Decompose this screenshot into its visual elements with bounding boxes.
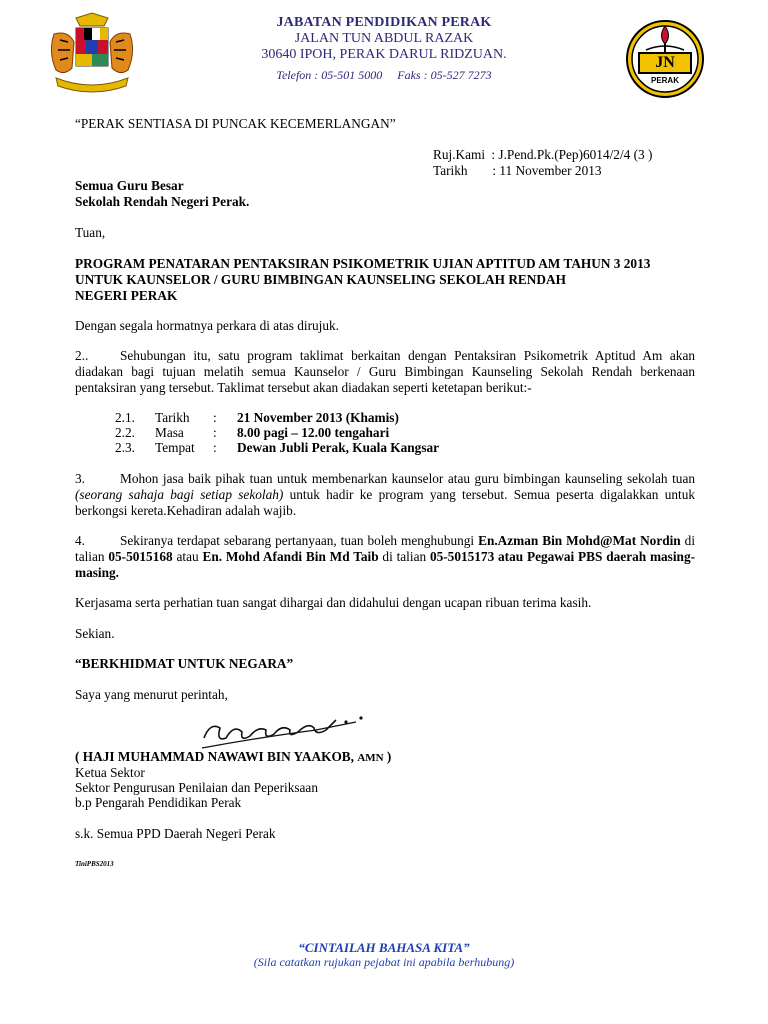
department-name: JABATAN PENDIDIKAN PERAK (276, 15, 492, 30)
paragraph-4-text-3: atau (176, 549, 199, 564)
detail-number: 2.1. (115, 410, 135, 425)
subject-line-3: NEGERI PERAK (75, 288, 178, 303)
contact-numbers: Telefon : 05-501 5000 Faks : 05-527 7273 (276, 68, 492, 82)
reference-block (433, 147, 652, 179)
detail-label: Tempat (155, 440, 195, 455)
detail-colon: : (213, 440, 217, 455)
street-address: JALAN TUN ABDUL RAZAK (294, 31, 474, 46)
subject-line-1: PROGRAM PENATARAN PENTAKSIRAN PSIKOMETRIK UJIAN APTITUD AM TAHUN 3 2013 (75, 256, 651, 271)
paragraph-2 (75, 348, 695, 396)
paragraph-2-number: 2.. (75, 348, 89, 363)
detail-number: 2.3. (115, 440, 135, 455)
paragraph-4-text-4: di talian (382, 549, 427, 564)
date-value: : 11 November 2013 (492, 163, 602, 178)
signatory-title-3: b.p Pengarah Pendidikan Perak (75, 795, 242, 810)
motto-top: “PERAK SENTIASA DI PUNCAK KECEMERLANGAN” (75, 116, 396, 131)
motto-bottom: “BERKHIDMAT UNTUK NEGARA” (75, 656, 294, 671)
detail-value: 8.00 pagi – 12.00 tengahari (237, 425, 390, 440)
paragraph-3 (75, 471, 695, 519)
paragraph-5: Kerjasama serta perhatian tuan sangat dihargai dan didahului dengan ucapan ribuan terima kasih. (75, 595, 592, 610)
paragraph-4-text-2: di talian (75, 533, 696, 564)
salutation: Tuan, (75, 225, 106, 240)
ruj-value: : J.Pend.Pk.(Pep)6014/2/4 (3 ) (491, 147, 653, 162)
signatory-title-1: Ketua Sektor (75, 765, 145, 780)
recipient-line-1: Semua Guru Besar (75, 178, 184, 193)
jpn-logo-text: PERAK (650, 76, 679, 85)
contact-name-2: En. Mohd Afandi Bin Md Taib (202, 549, 379, 564)
jpn-logo-monogram: JN (655, 54, 675, 71)
contact-phone-2: 05-5015173 atau Pegawai PBS daerah masing-masing. (75, 549, 696, 580)
file-code: TiniPBS2013 (75, 860, 114, 868)
detail-label: Tarikh (155, 410, 190, 425)
closing: Sekian. (75, 626, 115, 641)
footer-note: (Sila catatkan rujukan pejabat ini apabila berhubung) (253, 955, 515, 969)
handwritten-signature (196, 708, 376, 754)
detail-number: 2.2. (115, 425, 135, 440)
paragraph-3-number: 3. (75, 471, 85, 486)
contact-phone-1: 05-5015168 (108, 549, 173, 564)
carbon-copy: s.k. Semua PPD Daerah Negeri Perak (75, 826, 276, 841)
paragraph-1: Dengan segala hormatnya perkara di atas dirujuk. (75, 318, 339, 333)
sign-off: Saya yang menurut perintah, (75, 687, 228, 702)
date-label: Tarikh (433, 163, 468, 178)
city-address: 30640 IPOH, PERAK DARUL RIDZUAN. (261, 47, 507, 62)
paragraph-3-text-a: Mohon jasa baik pihak tuan untuk membenarkan kaunselor atau guru bimbingan kaunseling sekolah tuan (120, 471, 695, 486)
paragraph-3-italic-note: (seorang sahaja bagi setiap sekolah) (75, 487, 284, 502)
contact-name-1: En.Azman Bin Mohd@Mat Nordin (478, 533, 681, 548)
detail-value: Dewan Jubli Perak, Kuala Kangsar (237, 440, 440, 455)
recipient-line-2: Sekolah Rendah Negeri Perak. (75, 194, 250, 209)
detail-label: Masa (155, 425, 184, 440)
ruj-label: Ruj.Kami (433, 147, 486, 162)
signatory-name-text: ( HAJI MUHAMMAD NAWAWI BIN YAAKOB, (75, 749, 354, 764)
paragraph-4-text-1: Sekiranya terdapat sebarang pertanyaan, tuan boleh menghubungi (120, 533, 475, 548)
paragraph-4 (75, 533, 695, 581)
signatory-title-2: Sektor Pengurusan Penilaian dan Peperiksaan (75, 780, 318, 795)
detail-colon: : (213, 410, 217, 425)
subject-line-2: UNTUK KAUNSELOR / GURU BIMBINGAN KAUNSELING SEKOLAH RENDAH (75, 272, 566, 287)
footer-motto: “CINTAILAH BAHASA KITA” (298, 940, 470, 955)
signatory-name (75, 749, 695, 766)
paragraph-4-number: 4. (75, 533, 85, 548)
paragraph-2-text: Sehubungan itu, satu program taklimat berkaitan dengan Pentaksiran Psikometrik Aptitud Am akan diadakan bagi tujuan melatih semua Kaunselor / Guru Bimbingan Kaunseling Sekolah Rendah berkenaan pentaksiran yang tersebut. Taklimat tersebut akan diadakan seperti ketetapan berikut:- (75, 348, 695, 395)
paragraph-3-text-b: untuk hadir ke program yang tersebut. Semua peserta digalakkan untuk berkongsi kereta.Kehadiran adalah wajib. (75, 487, 695, 518)
signatory-name-close: ) (383, 749, 392, 764)
detail-value: 21 November 2013 (Khamis) (237, 410, 399, 425)
jpn-perak-logo (624, 18, 706, 100)
signatory-honorific: AMN (357, 752, 384, 764)
detail-colon: : (213, 425, 217, 440)
